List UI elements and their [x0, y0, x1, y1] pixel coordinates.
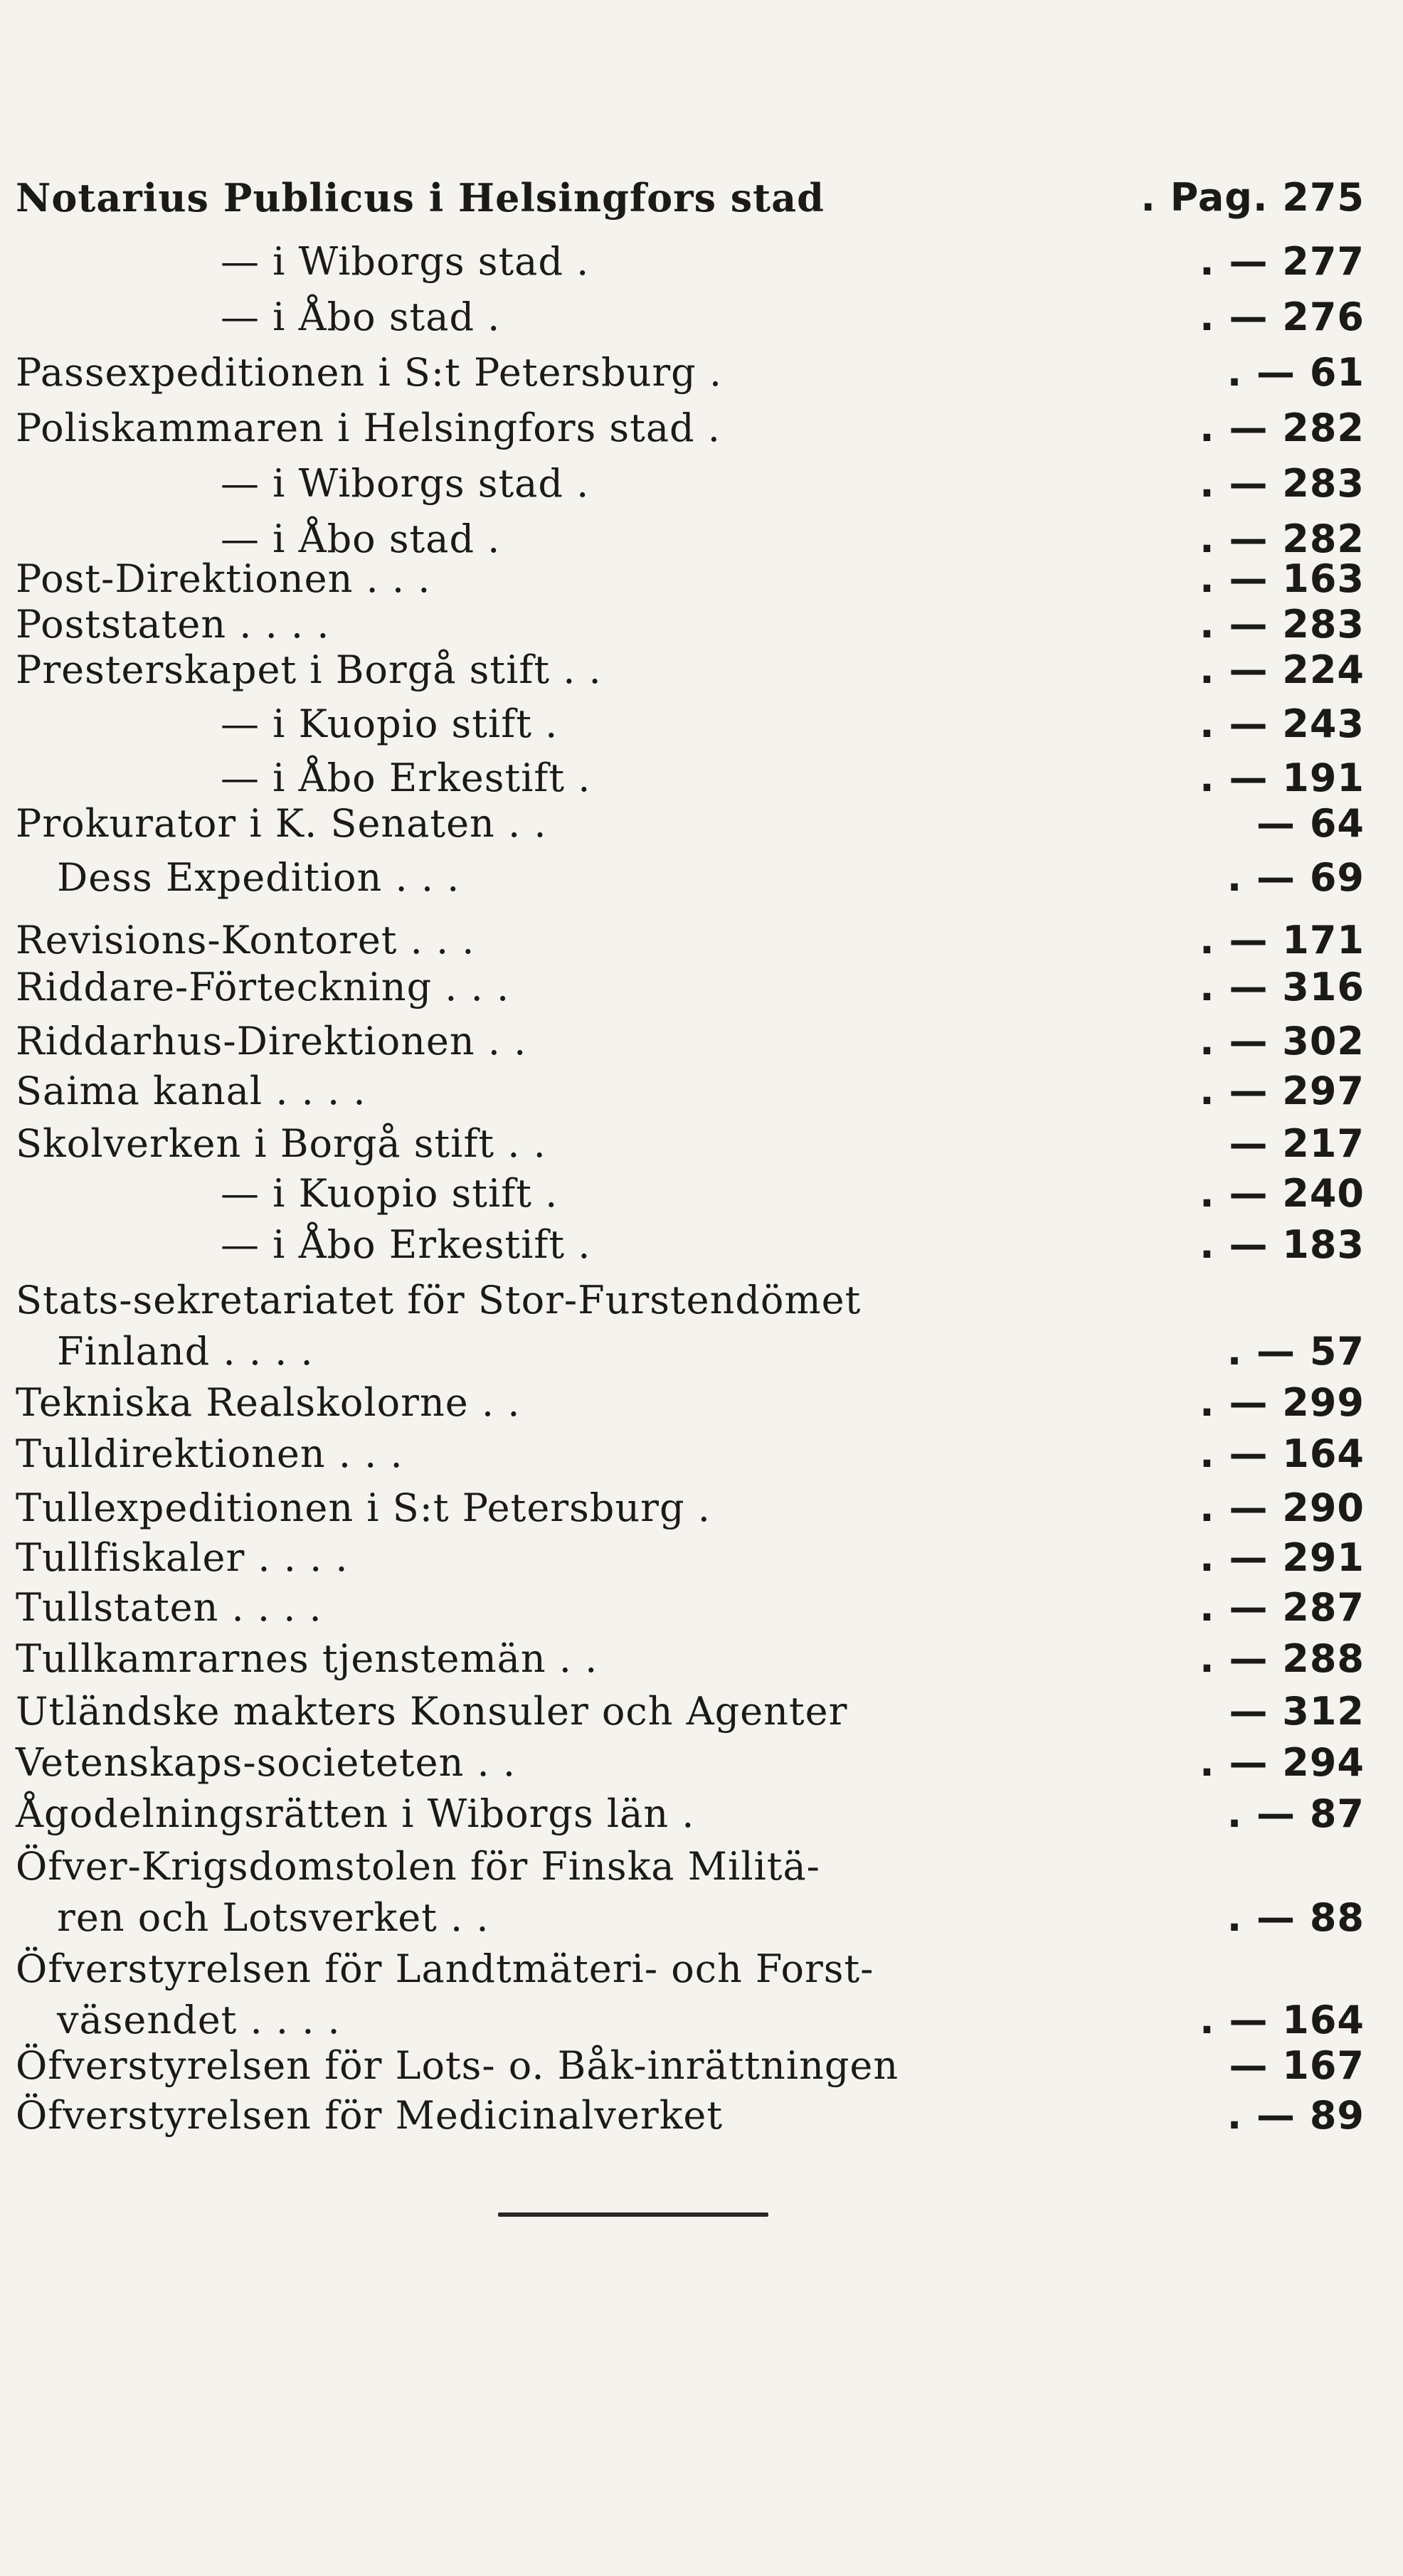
index-entry: [0, 643, 1403, 697]
page-reference: . — 276: [1200, 295, 1365, 339]
index-entry: [0, 851, 1403, 905]
page-reference: . — 302: [1200, 1019, 1365, 1064]
entry-title: Notarius Publicus i Helsingfors stad: [16, 175, 825, 221]
entry-title: Finland . . . .: [57, 1329, 314, 1374]
entry-title: — i Åbo stad .: [221, 295, 501, 339]
page-reference: . — 290: [1200, 1485, 1365, 1530]
page-reference: . — 291: [1200, 1535, 1365, 1580]
entry-title: — i Wiborgs stad .: [221, 239, 590, 284]
entry-title: Passexpeditionen i S:t Petersburg .: [16, 350, 723, 395]
index-entry: [0, 1891, 1403, 1945]
index-entry: [0, 1736, 1403, 1790]
page-reference: . — 163: [1200, 556, 1365, 601]
page-reference: . — 183: [1200, 1222, 1365, 1267]
index-entry: [0, 1427, 1403, 1481]
page-reference: . — 243: [1200, 701, 1365, 746]
page-reference: . — 294: [1200, 1740, 1365, 1785]
page-reference: . — 224: [1200, 647, 1365, 692]
index-entry: [0, 2039, 1403, 2093]
entry-title: Poliskammaren i Helsingfors stad .: [16, 406, 721, 450]
page-reference: . — 283: [1200, 461, 1365, 506]
index-entry: [0, 457, 1403, 511]
page-reference: . — 240: [1200, 1171, 1365, 1216]
page-reference: . — 282: [1200, 406, 1365, 450]
page-reference: — 217: [1229, 1121, 1365, 1166]
entry-title: Tulldirektionen . . .: [16, 1431, 403, 1476]
entry-title: — i Åbo stad .: [221, 516, 501, 561]
entry-title: Öfverstyrelsen för Landtmäteri- och Forst-: [16, 1946, 874, 1991]
entry-title: Saima kanal . . . .: [16, 1069, 366, 1113]
entry-title: Öfverstyrelsen för Lots- o. Båk-inrättningen: [16, 2043, 899, 2088]
index-entry: [0, 235, 1403, 289]
entry-title: Riddare-Förteckning . . .: [16, 965, 510, 1009]
page-reference: . — 164: [1200, 1431, 1365, 1476]
index-entry: [0, 1632, 1403, 1686]
entry-title: Presterskapet i Borgå stift . .: [16, 647, 602, 692]
entry-title: väsendet . . . .: [57, 1998, 341, 2042]
index-entry: [0, 1942, 1403, 1996]
page-reference: . — 61: [1227, 350, 1365, 395]
index-entry: [0, 1376, 1403, 1430]
page-reference: . — 316: [1200, 965, 1365, 1009]
index-entry: [0, 1064, 1403, 1118]
entry-title: — i Kuopio stift .: [221, 1171, 558, 1216]
index-entry: [0, 797, 1403, 851]
entry-title: Tekniska Realskolorne . .: [16, 1380, 521, 1425]
index-entry: [0, 1685, 1403, 1739]
page-reference: — 312: [1229, 1689, 1365, 1734]
entry-title: Dess Expedition . . .: [57, 855, 460, 900]
page-reference: . — 164: [1200, 1998, 1365, 2042]
entry-title: Skolverken i Borgå stift . .: [16, 1121, 546, 1166]
page-reference: . — 283: [1200, 602, 1365, 647]
entry-title: — i Åbo Erkestift .: [221, 1222, 591, 1267]
entry-title: Post-Direktionen . . .: [16, 556, 431, 601]
entry-title: Stats-sekretariatet för Stor-Furstendömet: [16, 1278, 862, 1323]
index-entry: [0, 1325, 1403, 1379]
entry-title: Öfverstyrelsen för Medicinalverket: [16, 2093, 724, 2138]
entry-title: Ågodelningsrätten i Wiborgs län .: [16, 1791, 695, 1836]
entry-title: Tullfiskaler . . . .: [16, 1535, 349, 1580]
index-entry: [0, 401, 1403, 455]
index-entry: [0, 913, 1403, 968]
page-reference: — 64: [1256, 801, 1365, 846]
page-reference: . Pag. 275: [1140, 175, 1365, 220]
index-entry: [0, 1481, 1403, 1535]
index-entry: [0, 697, 1403, 751]
entry-title: Vetenskaps-societeten . .: [16, 1740, 517, 1785]
entry-title: Prokurator i K. Senaten . .: [16, 801, 547, 846]
page-reference: . — 299: [1200, 1380, 1365, 1425]
page-reference: — 167: [1229, 2043, 1365, 2088]
entry-title: Poststaten . . . .: [16, 602, 330, 647]
page-reference: . — 88: [1227, 1895, 1365, 1940]
page-reference: . — 288: [1200, 1636, 1365, 1681]
index-entry: [0, 1840, 1403, 1894]
index-entry: [0, 346, 1403, 400]
page-reference: . — 287: [1200, 1585, 1365, 1630]
entry-title: — i Åbo Erkestift .: [221, 756, 591, 800]
index-entry: [0, 2089, 1403, 2143]
entry-title: Tullexpeditionen i S:t Petersburg .: [16, 1485, 711, 1530]
index-entry: [0, 1117, 1403, 1171]
page-reference: . — 191: [1200, 756, 1365, 800]
index-entry: [0, 1273, 1403, 1327]
index-entry: [0, 1581, 1403, 1635]
entry-title: — i Kuopio stift .: [221, 701, 558, 746]
entry-title: Öfver-Krigsdomstolen för Finska Militä-: [16, 1844, 820, 1889]
index-entry: [0, 1787, 1403, 1841]
index-entry: [0, 290, 1403, 344]
page-reference: . — 87: [1227, 1791, 1365, 1836]
index-entry: [0, 1167, 1403, 1221]
entry-title: Utländske makters Konsuler och Agenter: [16, 1689, 848, 1734]
page-reference: . — 171: [1200, 918, 1365, 963]
index-entry: [0, 1014, 1403, 1069]
page-reference: . — 282: [1200, 516, 1365, 561]
page-reference: . — 69: [1227, 855, 1365, 900]
index-entry: [0, 960, 1403, 1014]
page-reference: . — 57: [1227, 1329, 1365, 1374]
index-entry: [0, 1218, 1403, 1272]
entry-title: Tullkamrarnes tjenstemän . .: [16, 1636, 598, 1681]
page-reference: . — 297: [1200, 1069, 1365, 1113]
index-entry: [0, 171, 1403, 225]
entry-title: — i Wiborgs stad .: [221, 461, 590, 506]
page-reference: . — 89: [1227, 2093, 1365, 2138]
bottom-rule: [498, 2212, 768, 2217]
entry-title: Revisions-Kontoret . . .: [16, 918, 475, 963]
entry-title: Tullstaten . . . .: [16, 1585, 322, 1630]
entry-title: ren och Lotsverket . .: [57, 1895, 489, 1940]
entry-title: Riddarhus-Direktionen . .: [16, 1019, 527, 1064]
index-entry: [0, 1531, 1403, 1585]
page-reference: . — 277: [1200, 239, 1365, 284]
